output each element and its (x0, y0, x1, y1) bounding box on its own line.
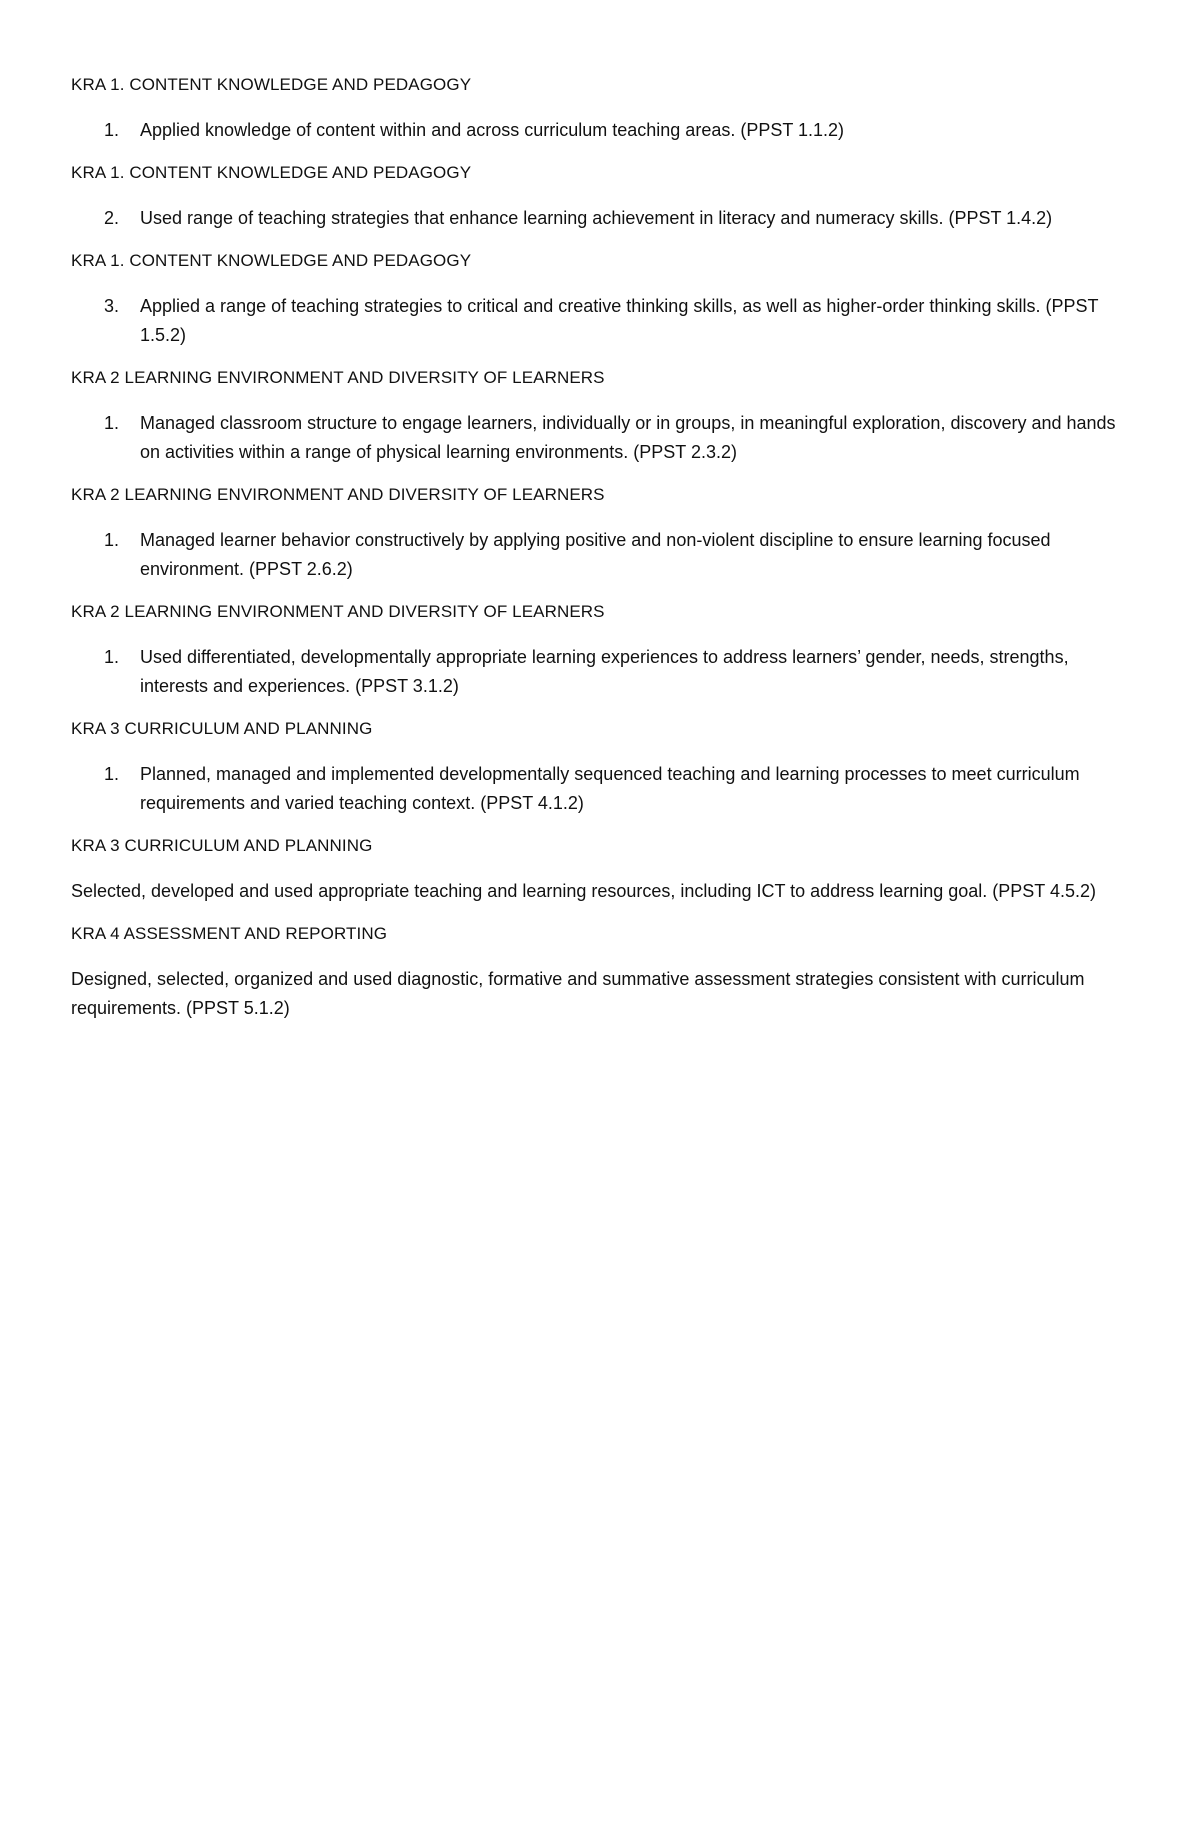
list-item-text: Used range of teaching strategies that enhance learning achievement in literacy and numeracy skills. (PPST 1.4.2) (140, 208, 1053, 228)
list-item-number: 1. (104, 764, 120, 784)
list-item (71, 526, 1131, 584)
paragraph-text: Designed, selected, organized and used diagnostic, formative and summative assessment strategies consistent with curriculum requirements. (PPST 5.1.2) (71, 969, 1085, 1018)
kra-heading: KRA 1. CONTENT KNOWLEDGE AND PEDAGOGY (71, 251, 472, 270)
kra-section (71, 72, 1131, 145)
list-item-text: Managed classroom structure to engage learners, individually or in groups, in meaningful exploration, discovery and hands on activities within a range of physical learning environments. (PPST 2.3.2) (140, 413, 1116, 462)
kra-heading: KRA 2 LEARNING ENVIRONMENT AND DIVERSITY OF LEARNERS (71, 368, 605, 387)
document-page (71, 72, 1131, 1038)
kra-section (71, 365, 1131, 467)
kra-heading: KRA 2 LEARNING ENVIRONMENT AND DIVERSITY OF LEARNERS (71, 485, 605, 504)
kra-heading: KRA 3 CURRICULUM AND PLANNING (71, 719, 373, 738)
list-item-text: Applied knowledge of content within and across curriculum teaching areas. (PPST 1.1.2) (140, 120, 845, 140)
list-item (71, 643, 1131, 701)
list-item-number: 2. (104, 208, 120, 228)
list-item-number: 1. (104, 530, 120, 550)
list-item-text: Planned, managed and implemented developmentally sequenced teaching and learning processes to meet curriculum requirements and varied teaching context. (PPST 4.1.2) (140, 764, 1080, 813)
list-item (71, 204, 1131, 233)
list-item (71, 409, 1131, 467)
list-item (71, 292, 1131, 350)
kra-section (71, 833, 1131, 906)
kra-section (71, 716, 1131, 818)
list-item-number: 1. (104, 120, 120, 140)
list-item (71, 116, 1131, 145)
list-item-number: 1. (104, 413, 120, 433)
kra-heading: KRA 3 CURRICULUM AND PLANNING (71, 836, 373, 855)
kra-section (71, 248, 1131, 350)
kra-section (71, 921, 1131, 1023)
kra-section (71, 160, 1131, 233)
kra-heading: KRA 1. CONTENT KNOWLEDGE AND PEDAGOGY (71, 163, 472, 182)
list-item-number: 1. (104, 647, 120, 667)
kra-heading: KRA 4 ASSESSMENT AND REPORTING (71, 924, 388, 943)
list-item-number: 3. (104, 296, 120, 316)
list-item-text: Used differentiated, developmentally appropriate learning experiences to address learners’ gender, needs, strengths, interests and experiences. (PPST 3.1.2) (140, 647, 1069, 696)
kra-heading: KRA 1. CONTENT KNOWLEDGE AND PEDAGOGY (71, 75, 472, 94)
kra-section (71, 599, 1131, 701)
paragraph-text: Selected, developed and used appropriate teaching and learning resources, including ICT to address learning goal. (PPST 4.5.2) (71, 881, 1096, 901)
list-item-text: Managed learner behavior constructively by applying positive and non-violent discipline to ensure learning focused environment. (PPST 2.6.2) (140, 530, 1051, 579)
list-item-text: Applied a range of teaching strategies to critical and creative thinking skills, as well as higher-order thinking skills. (PPST 1.5.2) (140, 296, 1099, 345)
kra-section (71, 482, 1131, 584)
list-item (71, 760, 1131, 818)
kra-heading: KRA 2 LEARNING ENVIRONMENT AND DIVERSITY OF LEARNERS (71, 602, 605, 621)
